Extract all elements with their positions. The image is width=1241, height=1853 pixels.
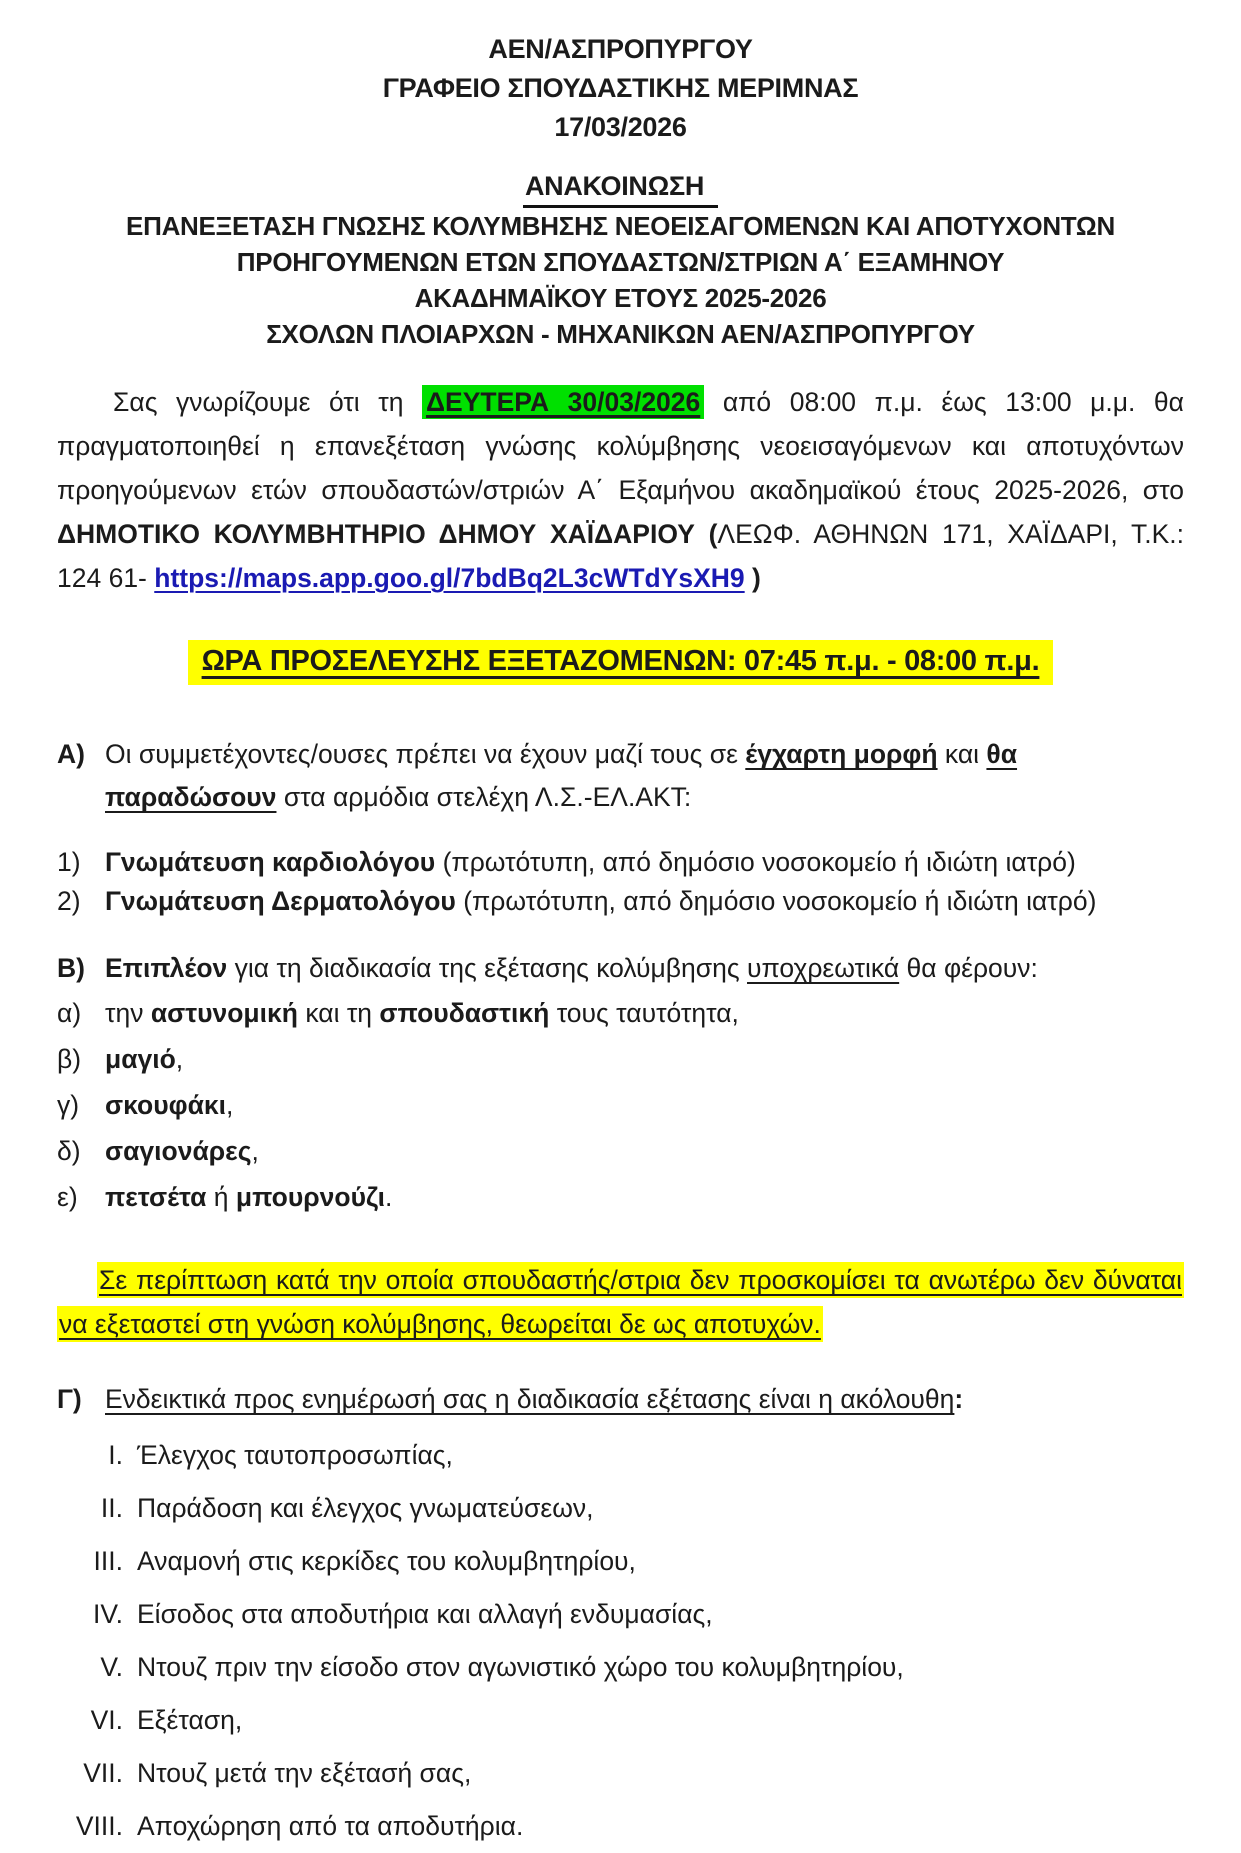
announcement-heading-row bbox=[57, 171, 1184, 208]
warning-paragraph bbox=[57, 1258, 1184, 1346]
req-d-letter: δ) bbox=[57, 1136, 81, 1166]
warning-highlighted-text: Σε περίπτωση κατά την οποία σπουδαστής/στρια δεν προσκομίσει τα ανωτέρω δεν δύναται να εξεταστεί στη γνώση κολύμβησης, θεωρείται δε ως αποτυχών. bbox=[57, 1262, 1184, 1342]
subject-line-3: ΑΚΑΔΗΜΑΪΚΟΥ ΕΤΟΥΣ 2025-2026 bbox=[414, 283, 827, 313]
document-1-text bbox=[105, 843, 1184, 882]
list-item bbox=[57, 1429, 1184, 1482]
req-e-letter: ε) bbox=[57, 1182, 78, 1212]
document-header bbox=[57, 30, 1184, 352]
subject-line-4: ΣΧΟΛΩΝ ΠΛΟΙΑΡΧΩΝ - ΜΗΧΑΝΙΚΩΝ ΑΕΝ/ΑΣΠΡΟΠΥΡΓΟΥ bbox=[266, 319, 975, 349]
exam-date-highlight: ΔΕΥΤΕΡΑ 30/03/2026 bbox=[422, 385, 704, 419]
step-7-numeral: VII. bbox=[83, 1758, 123, 1788]
req-e-t2: ή bbox=[206, 1182, 236, 1212]
req-d-text bbox=[105, 1128, 1184, 1174]
section-c-colon: : bbox=[954, 1384, 964, 1414]
list-item bbox=[57, 1588, 1184, 1641]
list-item bbox=[57, 1535, 1184, 1588]
list-item bbox=[57, 1128, 1184, 1174]
section-b-underlined: υποχρεωτικά bbox=[747, 953, 900, 983]
org-name: ΑΕΝ/ΑΣΠΡΟΠΥΡΓΟΥ bbox=[488, 34, 753, 64]
req-e-b2: μπουρνούζι bbox=[235, 1182, 385, 1212]
list-item bbox=[57, 843, 1184, 882]
document-1-note: (πρωτότυπη, από δημόσιο νοσοκομείο ή ιδιώτη ιατρό) bbox=[435, 847, 1076, 877]
step-8-numeral: VIII. bbox=[75, 1811, 123, 1841]
intro-paragraph bbox=[57, 380, 1184, 600]
venue-name: ΔΗΜΟΤΙΚΟ ΚΟΛΥΜΒΗΤΗΡΙΟ ΔΗΜΟΥ ΧΑΪΔΑΡΙΟΥ ( bbox=[57, 519, 718, 549]
section-c-heading bbox=[105, 1378, 1184, 1421]
document-2-text bbox=[105, 882, 1184, 921]
req-b-text bbox=[105, 1036, 1184, 1082]
req-a-t1: την bbox=[105, 998, 151, 1028]
list-item bbox=[57, 1036, 1184, 1082]
section-a bbox=[57, 733, 1184, 819]
step-2-text: Παράδοση και έλεγχος γνωματεύσεων, bbox=[137, 1493, 594, 1523]
procedure-steps-list bbox=[57, 1429, 1184, 1853]
section-a-t1: Οι συμμετέχοντες/ουσες πρέπει να έχουν μαζί τους σε bbox=[105, 739, 746, 769]
subject-line-1: ΕΠΑΝΕΞΕΤΑΣΗ ΓΝΩΣΗΣ ΚΟΛΥΜΒΗΣΗΣ ΝΕΟΕΙΣΑΓΟΜΕΝΩΝ ΚΑΙ ΑΠΟΤΥΧΟΝΤΩΝ bbox=[126, 211, 1115, 241]
list-item bbox=[57, 1082, 1184, 1128]
list-item bbox=[57, 1641, 1184, 1694]
section-b-text bbox=[105, 947, 1184, 990]
step-1-numeral: I. bbox=[108, 1440, 123, 1470]
step-1-text: Έλεγχος ταυτοπροσωπίας, bbox=[137, 1440, 453, 1470]
document-1-number: 1) bbox=[57, 847, 81, 877]
req-c-text bbox=[105, 1082, 1184, 1128]
section-b-t1: για τη διαδικασία της εξέτασης κολύμβησης bbox=[227, 953, 748, 983]
arrival-time-banner: ΩΡΑ ΠΡΟΣΕΛΕΥΣΗΣ ΕΞΕΤΑΖΟΜΕΝΩΝ: 07:45 π.μ. - 08:00 π.μ. bbox=[188, 640, 1054, 685]
venue-address: ΛΕΩΦ. ΑΘΗΝΩΝ 171, ΧΑΪΔΑΡΙ, Τ.Κ.: 124 61- bbox=[57, 519, 1184, 593]
step-7-text: Ντουζ μετά την εξέτασή σας, bbox=[137, 1758, 472, 1788]
req-c-t3: , bbox=[226, 1090, 234, 1120]
documents-list bbox=[57, 843, 1184, 921]
step-5-numeral: V. bbox=[100, 1652, 123, 1682]
req-a-t2: και τη bbox=[297, 998, 380, 1028]
arrival-time-banner-row bbox=[57, 640, 1184, 685]
req-b-t3: , bbox=[175, 1044, 184, 1074]
section-b-label: Β) bbox=[57, 953, 85, 983]
step-6-text: Εξέταση, bbox=[137, 1705, 243, 1735]
document-date: 17/03/2026 bbox=[554, 112, 687, 142]
document-1-title: Γνωμάτευση καρδιολόγου bbox=[105, 847, 436, 877]
req-a-letter: α) bbox=[57, 998, 82, 1028]
section-b bbox=[57, 947, 1184, 990]
list-item bbox=[57, 1747, 1184, 1800]
document-2-title: Γνωμάτευση Δερματολόγου bbox=[105, 886, 456, 916]
requirements-list bbox=[57, 990, 1184, 1220]
section-b-t2: θα φέρουν: bbox=[899, 953, 1038, 983]
step-2-numeral: II. bbox=[100, 1493, 123, 1523]
req-b-b1: μαγιό bbox=[105, 1044, 176, 1074]
req-a-b1: αστυνομική bbox=[150, 998, 298, 1028]
req-e-text bbox=[105, 1174, 1184, 1220]
section-a-t2: και bbox=[937, 739, 987, 769]
step-3-text: Αναμονή στις κερκίδες του κολυμβητηρίου, bbox=[137, 1546, 636, 1576]
intro-text-pre: Σας γνωρίζουμε ότι τη bbox=[113, 387, 422, 417]
subject-line-2: ΠΡΟΗΓΟΥΜΕΝΩΝ ΕΤΩΝ ΣΠΟΥΔΑΣΤΩΝ/ΣΤΡΙΩΝ Α΄ ΕΞΑΜΗΝΟΥ bbox=[236, 247, 1005, 277]
req-a-t3: τους ταυτότητα, bbox=[549, 998, 739, 1028]
intro-text-mid: από 08:00 π.μ. έως 13:00 μ.μ. θα πραγματοποιηθεί η επανεξέταση γνώσης κολύμβησης νεοεισαγόμενων και αποτυχόντων προηγούμενων ετών σπουδαστών/στριών Α΄ Εξαμήνου ακαδημαϊκού έτους 2025-2026, στο bbox=[57, 387, 1184, 505]
section-c-heading-underlined: Ενδεικτικά προς ενημέρωσή σας η διαδικασία εξέτασης είναι η ακόλουθη bbox=[105, 1384, 955, 1414]
section-a-emphasis-2: θα παραδώσουν bbox=[105, 739, 1018, 812]
step-8-text: Αποχώρηση από τα αποδυτήρια. bbox=[137, 1811, 524, 1841]
req-d-b1: σαγιονάρες bbox=[105, 1136, 252, 1166]
intro-closing-paren: ) bbox=[744, 563, 761, 593]
req-c-letter: γ) bbox=[57, 1090, 80, 1120]
step-3-numeral: III. bbox=[93, 1546, 123, 1576]
office-name: ΓΡΑΦΕΙΟ ΣΠΟΥΔΑΣΤΙΚΗΣ ΜΕΡΙΜΝΑΣ bbox=[382, 73, 859, 103]
document-2-number: 2) bbox=[57, 886, 81, 916]
list-item bbox=[57, 990, 1184, 1036]
step-5-text: Ντουζ πριν την είσοδο στον αγωνιστικό χώρο του κολυμβητηρίου, bbox=[137, 1652, 904, 1682]
req-a-b2: σπουδαστική bbox=[379, 998, 550, 1028]
section-c-label: Γ) bbox=[57, 1384, 82, 1414]
section-a-emphasis-1: έγχαρτη μορφή bbox=[745, 739, 938, 769]
req-b-letter: β) bbox=[57, 1044, 82, 1074]
req-c-b1: σκουφάκι bbox=[105, 1090, 227, 1120]
list-item bbox=[57, 1694, 1184, 1747]
step-6-numeral: VI. bbox=[90, 1705, 123, 1735]
section-c bbox=[57, 1378, 1184, 1421]
section-a-t3: στα αρμόδια στελέχη Λ.Σ.-ΕΛ.ΑΚΤ: bbox=[276, 782, 692, 812]
list-item bbox=[57, 1482, 1184, 1535]
step-4-text: Είσοδος στα αποδυτήρια και αλλαγή ενδυμασίας, bbox=[137, 1599, 713, 1629]
section-b-emphasis: Επιπλέον bbox=[105, 953, 228, 983]
req-e-t3: . bbox=[384, 1182, 393, 1212]
req-d-t3: , bbox=[251, 1136, 259, 1166]
list-item bbox=[57, 1800, 1184, 1853]
list-item bbox=[57, 1174, 1184, 1220]
section-a-text bbox=[105, 733, 1184, 819]
announcement-heading: ΑΝΑΚΟΙΝΩΣΗ bbox=[523, 171, 718, 208]
document-2-note: (πρωτότυπη, από δημόσιο νοσοκομείο ή ιδιώτη ιατρό) bbox=[455, 886, 1097, 916]
step-4-numeral: IV. bbox=[93, 1599, 123, 1629]
req-a-text bbox=[105, 990, 1184, 1036]
req-e-b1: πετσέτα bbox=[105, 1182, 207, 1212]
maps-link[interactable]: https://maps.app.goo.gl/7bdBq2L3cWTdYsXH9 bbox=[154, 563, 745, 593]
list-item bbox=[57, 882, 1184, 921]
section-a-label: Α) bbox=[57, 739, 85, 769]
